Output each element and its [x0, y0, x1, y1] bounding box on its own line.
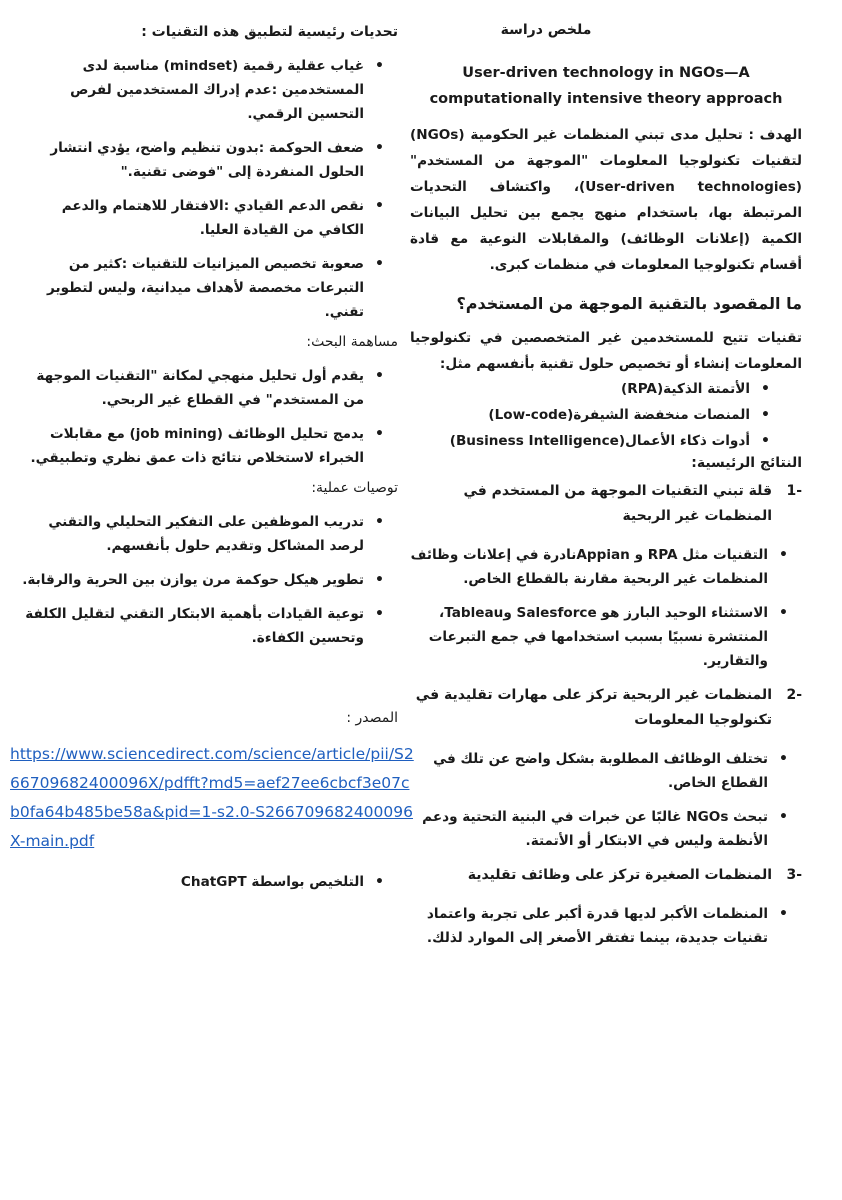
source-heading: المصدر :	[346, 710, 398, 726]
result-title: المنظمات الصغيرة تركز على وظائف تقليدية	[467, 867, 772, 883]
list-item: • الأتمتة الذكية(RPA)	[410, 377, 802, 401]
summary-column	[410, 22, 802, 960]
list-item: • أدوات ذكاء الأعمال(Business Intelligence)	[410, 429, 802, 453]
definition-paragraph: تقنيات تتيح للمستخدمين غير المتخصصين في تكنولوجيا المعلومات إنشاء أو تخصيص حلول تقنية بأنفسهم مثل:	[410, 330, 802, 372]
result-points	[410, 902, 802, 950]
result-number: -3	[786, 867, 802, 883]
list-item: • المنصات منخفضة الشيفرة(Low-code)	[410, 403, 802, 427]
list-item: • التلخيص بواسطة ChatGPT	[12, 870, 398, 894]
challenges-heading: تحديات رئيسية لتطبيق هذه التقنيات :	[141, 24, 398, 40]
result-points	[410, 543, 802, 673]
result-points	[410, 747, 802, 853]
list-item: • ضعف الحوكمة :بدون تنظيم واضح، يؤدي انتشار الحلول المنفردة إلى "فوضى تقنية."	[12, 136, 398, 184]
definition-heading: ما المقصود بالتقنية الموجهة من المستخدم؟	[456, 294, 802, 313]
list-item: • نقص الدعم القيادي :الافتقار للاهتمام والدعم الكافي من القيادة العليا.	[12, 194, 398, 242]
list-item: • غياب عقلية رقمية (mindset) مناسبة لدى المستخدمين :عدم إدراك المستخدمين لفرص التحسين الرقمي.	[12, 54, 398, 126]
list-item: • المنظمات الأكبر لديها قدرة أكبر على تجربة واعتماد تقنيات جديدة، بينما تفتقر الأصغر إلى الموارد لذلك.	[410, 902, 802, 950]
result-title: قلة تبني التقنيات الموجهة من المستخدم في المنظمات غير الربحية	[463, 483, 772, 524]
list-item: • توعية القيادات بأهمية الابتكار التقني لتقليل الكلفة وتحسين الكفاءة.	[12, 602, 398, 650]
challenges-list	[12, 54, 398, 324]
contribution-heading: مساهمة البحث:	[306, 334, 398, 350]
list-item: • تبحث NGOs غالبًا عن خبرات في البنية التحتية ودعم الأنظمة وليس في الابتكار أو الأتمتة.	[410, 805, 802, 853]
list-item: • تطوير هيكل حوكمة مرن يوازن بين الحرية والرقابة.	[12, 568, 398, 592]
list-item: • تدريب الموظفين على التفكير التحليلي والتقني لرصد المشاكل وتقديم حلول بأنفسهم.	[12, 510, 398, 558]
list-item: • صعوبة تخصيص الميزانيات للتقنيات :كثير من التبرعات مخصصة لأهداف ميدانية، وليس لتطوير تقني.	[12, 252, 398, 324]
recommendations-list	[12, 510, 398, 650]
result-item	[410, 479, 802, 529]
result-title: المنظمات غير الربحية تركز على مهارات تقليدية في تكنولوجيا المعلومات	[415, 687, 772, 728]
result-number: -1	[786, 483, 802, 499]
result-item	[410, 863, 802, 888]
recommendations-heading: توصيات عملية:	[311, 480, 398, 496]
note-list	[12, 870, 398, 894]
list-item: • التقنيات مثل RPA و Appianنادرة في إعلانات وظائف المنظمات غير الربحية مقارنة بالقطاع الخاص.	[410, 543, 802, 591]
results-heading: النتائج الرئيسية:	[691, 455, 802, 471]
contributions-list	[12, 364, 398, 470]
list-item: • تختلف الوظائف المطلوبة بشكل واضح عن تلك في القطاع الخاص.	[410, 747, 802, 795]
goal-paragraph: الهدف : تحليل مدى تبني المنظمات غير الحكومية (NGOs) لتقنيات تكنولوجيا المعلومات "الموجهة من المستخدم" (User-driven technologies)، واكتشاف التحديات المرتبطة بها، باستخدام منهج يجمع بين تحليل البيانات الكمية (إعلانات الوظائف) والمقابلات النوعية مع قادة أقسام تكنولوجيا المعلومات في منظمات كبرى.	[410, 127, 803, 273]
list-item: • يقدم أول تحليل منهجي لمكانة "التقنيات الموجهة من المستخدم" في القطاع غير الربحي.	[12, 364, 398, 412]
result-number: -2	[786, 687, 802, 703]
summary-title: ملخص دراسة	[500, 22, 592, 38]
study-title: User-driven technology in NGOs—A computationally intensive theory approach	[429, 65, 783, 107]
examples-list	[410, 377, 802, 453]
list-item: • الاستثناء الوحيد البارز هو Salesforce وTableau، المنتشرة نسبيًا بسبب استخدامها في جمع التبرعات والتقارير.	[410, 601, 802, 673]
source-link[interactable]: https://www.sciencedirect.com/science/article/pii/S266709682400096X/pdfft?md5=aef27ee6cbcf3e07cb0fa64b485be58a&pid=1-s2.0-S266709682400096X-main.pdf	[10, 745, 414, 850]
challenges-column	[0, 22, 420, 904]
list-item: • يدمج تحليل الوظائف (job mining) مع مقابلات الخبراء لاستخلاص نتائج ذات عمق نظري وتطبيقي.	[12, 422, 398, 470]
result-item	[410, 683, 802, 733]
